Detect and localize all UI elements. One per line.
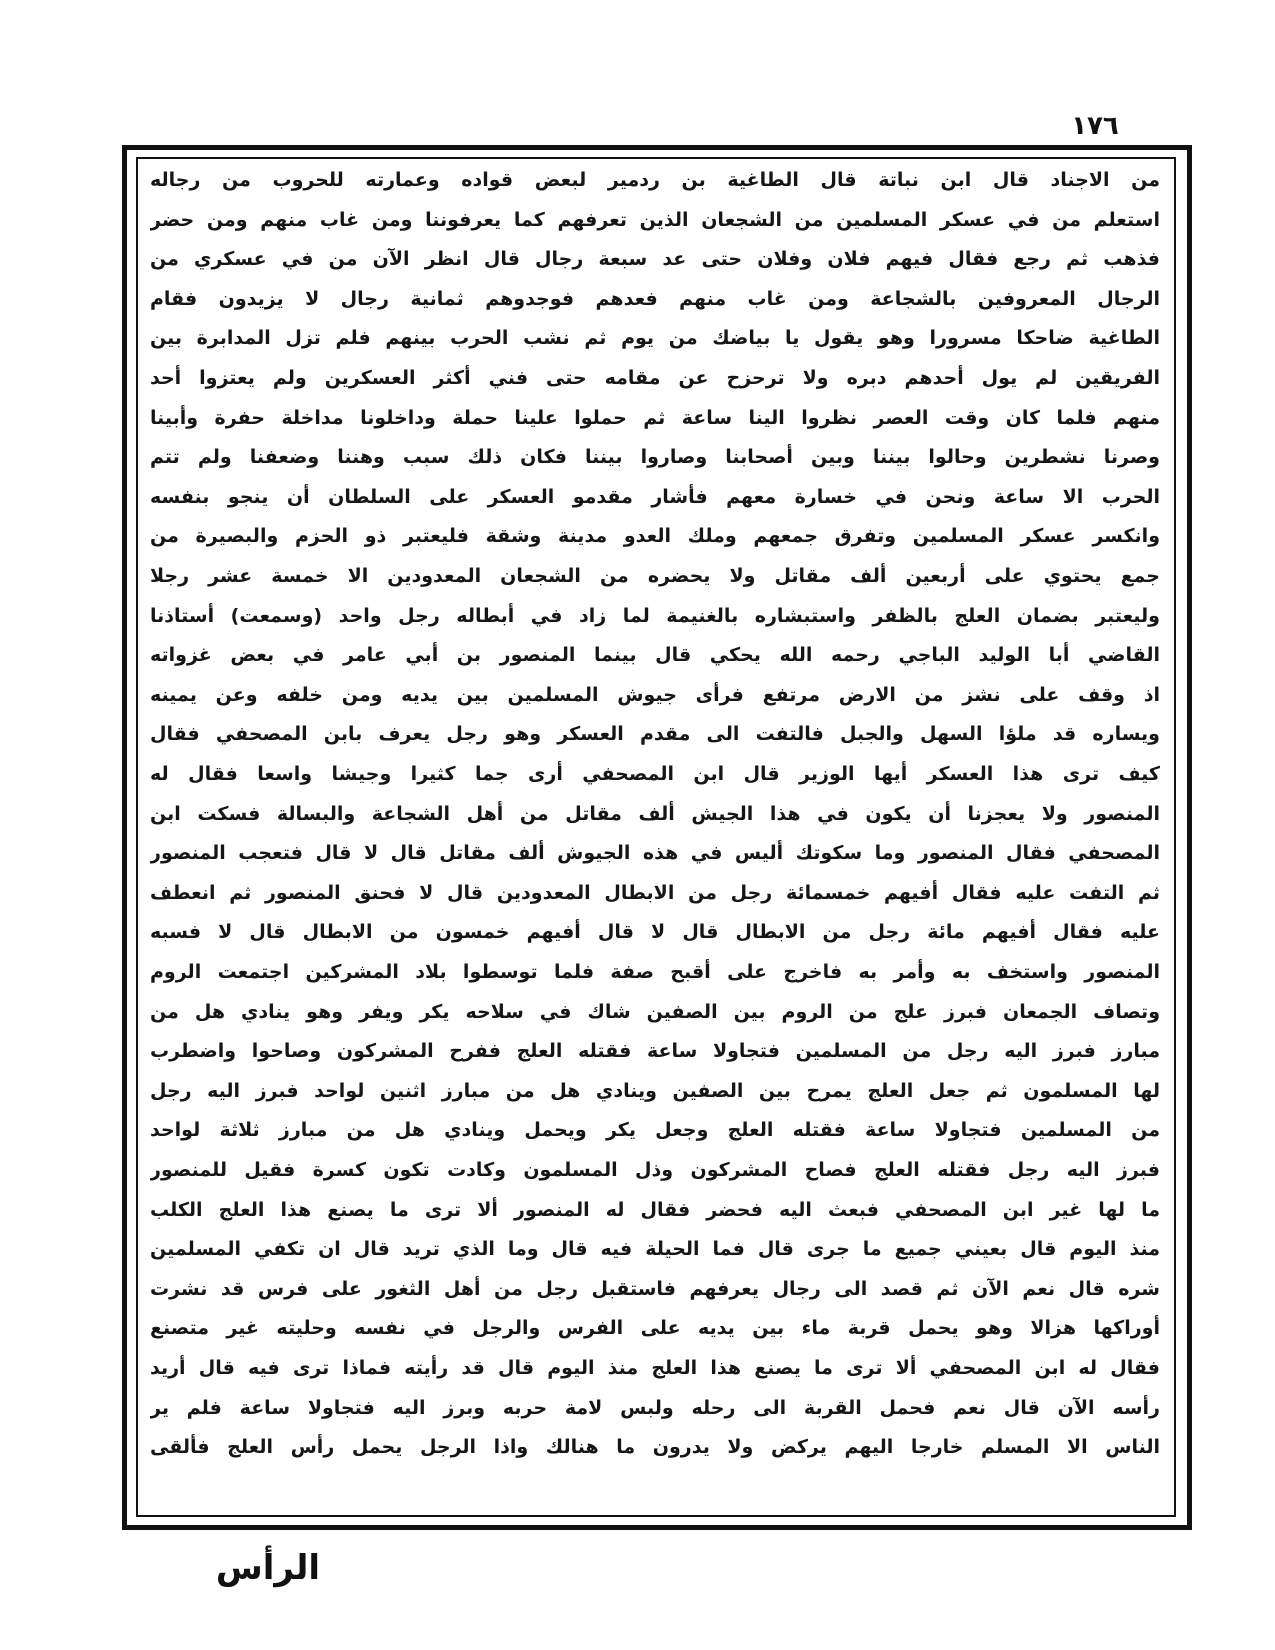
text-line: من الاجناد قال ابن نباتة قال الطاغية بن ردمير لبعض قواده وعمارته للحروب من رجاله bbox=[150, 169, 1160, 191]
text-line: فذهب ثم رجع فقال فيهم فلان وفلان حتى عد سبعة رجال قال انظر الآن من في عسكري من bbox=[150, 248, 1160, 271]
text-line: الناس الا المسلم خارجا اليهم يركض ولا يدرون ما هنالك واذا الرجل يحمل رأس العلج فألقى bbox=[150, 1436, 1160, 1459]
text-line: أوراكها هزالا وهو يحمل قربة ماء بين يديه على الفرس والرجل في نفسه وحليته غير متصنع bbox=[150, 1317, 1160, 1340]
catchword: الرأس bbox=[215, 1548, 320, 1588]
text-line: المنصور ولا يعجزنا أن يكون في هذا الجيش ألف مقاتل من أهل الشجاعة والبسالة فسكت ابن bbox=[150, 802, 1160, 825]
text-line: عليه فقال أفيهم مائة رجل من الابطال قال لا قال أفيهم خمسون من الابطال قال لا فسبه bbox=[150, 921, 1160, 944]
text-line: ثم التفت عليه فقال أفيهم خمسمائة رجل من الابطال المعدودين قال لا فحنق المنصور ثم انعطف bbox=[150, 881, 1160, 904]
text-line: الطاغية ضاحكا مسرورا وهو يقول يا بياضك من يوم ثم نشب الحرب بينهم فلم تزل المدابرة بين bbox=[150, 327, 1160, 350]
text-line: المنصور واستخف به وأمر به فاخرج على أقبح صفة فلما توسطوا بلاد المشركين اجتمعت الروم bbox=[150, 961, 1160, 983]
text-line: منذ اليوم قال بعيني جميع ما جرى قال فما الحيلة فيه قال وما الذي تريد قال ان تكفي المسلمين bbox=[150, 1238, 1160, 1261]
text-line: اذ وقف على نشز من الارض مرتفع فرأى جيوش المسلمين بين يديه ومن خلفه وعن يمينه bbox=[150, 683, 1160, 706]
text-line: الرجال المعروفين بالشجاعة ومن غاب منهم فعدهم فوجدوهم ثمانية رجال لا يزيدون فقام bbox=[150, 287, 1160, 310]
text-line: الحرب الا ساعة ونحن في خسارة معهم فأشار مقدمو العسكر على السلطان أن ينجو بنفسه bbox=[150, 485, 1160, 508]
text-line: المصحفي فقال المنصور وما سكوتك أليس في هذه الجيوش ألف مقاتل قال لا قال فتعجب المنصور bbox=[150, 842, 1160, 865]
page-number: ١٧٦ bbox=[1071, 111, 1119, 141]
text-line: من المسلمين فتجاولا ساعة فقتله العلج وجعل يكر ويحمل وينادي هل من مبارز ثلاثة لواحد bbox=[150, 1119, 1160, 1142]
text-line: ما لها غير ابن المصحفي فبعث اليه فحضر فقال له المنصور ألا ترى ما يصنع هذا العلج الكلب bbox=[150, 1198, 1160, 1221]
text-line: الفريقين لم يول أحدهم دبره ولا ترحزح عن مقامه حتى فني أكثر العسكرين ولم يعتزوا أحد bbox=[150, 367, 1160, 389]
text-line: وليعتبر بضمان العلج بالظفر واستبشاره بالغنيمة لما زاد في أبطاله رجل واحد (وسمعت) أستاذنا bbox=[150, 604, 1160, 627]
text-line: وانكسر عسكر المسلمين وتفرق جمعهم وملك العدو مدينة وشقة فليعتبر ذو الحزم والبصيرة من bbox=[150, 525, 1160, 548]
text-line: كيف ترى هذا العسكر أيها الوزير قال ابن المصحفي أرى جما كثيرا وجيشا واسعا فقال له bbox=[150, 763, 1160, 785]
text-line: جمع يحتوي على أربعين ألف مقاتل ولا يحضره من الشجعان المعدودين الا خمسة عشر رجلا bbox=[150, 565, 1160, 587]
text-line: استعلم من في عسكر المسلمين من الشجعان الذين تعرفهم كما يعرفوننا ومن غاب منهم ومن حضر bbox=[150, 208, 1160, 231]
text-line: فبرز اليه رجل فقتله العلج فصاح المشركون وذل المسلمون وكادت تكون كسرة فقيل للمنصور bbox=[150, 1159, 1160, 1181]
text-line: وصرنا نشطرين وحالوا بيننا وبين أصحابنا وصاروا بيننا فكان ذلك سبب وهننا وضعفنا ولم تتم bbox=[150, 446, 1160, 469]
text-line: فقال له ابن المصحفي ألا ترى ما يصنع هذا العلج منذ اليوم قال قد رأيته فماذا ترى فيه قال أريد bbox=[150, 1357, 1160, 1379]
text-line: لها المسلمون ثم جعل العلج يمرح بين الصفين وينادي هل من مبارز اثنين لواحد فبرز اليه رجل bbox=[150, 1079, 1160, 1102]
text-line: ويساره قد ملؤا السهل والجبل فالتفت الى مقدم العسكر وهو رجل يعرف بابن المصحفي فقال bbox=[150, 723, 1160, 746]
text-line: وتصاف الجمعان فبرز علج من الروم بين الصفين شاك في سلاحه يكر ويفر وهو ينادي هل من bbox=[150, 1000, 1160, 1023]
text-line: مبارز فبرز اليه رجل من المسلمين فتجاولا ساعة فقتله العلج ففرح المشركون وصاحوا واضطرب bbox=[150, 1040, 1160, 1063]
text-line: رأسه الآن قال نعم فحمل القربة الى رحله ولبس لامة حربه وبرز اليه فتجاولا ساعة فلم ير bbox=[150, 1396, 1160, 1419]
text-line: منهم فلما كان وقت العصر نظروا الينا ساعة ثم حملوا علينا حملة وداخلونا مداخلة حفرة وأبينا bbox=[150, 406, 1160, 429]
text-line: شره قال نعم الآن ثم قصد الى رجال يعرفهم فاستقبل رجل من أهل الثغور على فرس قد نشرت bbox=[150, 1277, 1160, 1300]
text-block bbox=[150, 160, 1160, 1515]
text-line: القاضي أبا الوليد الباجي رحمه الله يحكي قال بينما المنصور بن أبي عامر في بعض غزواته bbox=[150, 644, 1160, 667]
